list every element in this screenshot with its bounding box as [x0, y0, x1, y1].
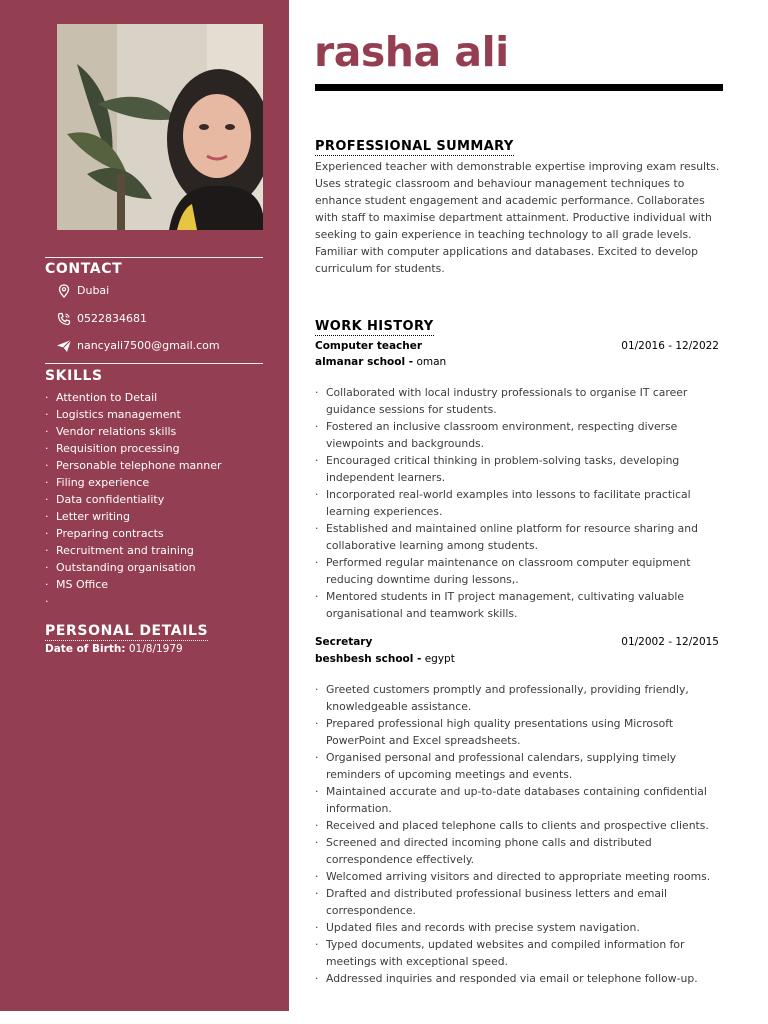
job-bullet: · Established and maintained online platform for resource sharing and collaborative learning among students.: [315, 520, 725, 554]
dob-label: Date of Birth:: [45, 643, 126, 655]
personal-details-heading: PERSONAL DETAILS: [45, 623, 209, 639]
profile-photo: [57, 24, 263, 230]
skill-item: · Requisition processing: [45, 440, 222, 457]
location-pin-icon: [56, 283, 72, 299]
skill-item: · Data confidentiality: [45, 491, 222, 508]
skill-item: · Attention to Detail: [45, 389, 222, 406]
skill-item: [45, 593, 222, 610]
sidebar: [0, 0, 289, 1011]
job-bullet: · Welcomed arriving visitors and directed to appropriate meeting rooms.: [315, 868, 725, 885]
job-bullet: · Prepared professional high quality presentations using Microsoft PowerPoint and Excel spreadsheets.: [315, 715, 725, 749]
skill-item: · MS Office: [45, 576, 222, 593]
contact-heading: CONTACT: [45, 261, 123, 277]
candidate-name: rasha ali: [314, 28, 509, 76]
job-bullet: · Organised personal and professional calendars, supplying timely reminders of upcoming meetings and events.: [315, 749, 725, 783]
job-title: Computer teacher: [315, 340, 423, 352]
skill-item: · Vendor relations skills: [45, 423, 222, 440]
contact-location-text: Dubai: [77, 284, 110, 297]
skill-item: · Outstanding organisation: [45, 559, 222, 576]
job-bullet: · Received and placed telephone calls to clients and prospective clients.: [315, 817, 725, 834]
profile-photo-image: [57, 24, 263, 230]
job-bullet: · Screened and directed incoming phone calls and distributed correspondence effectively.: [315, 834, 725, 868]
job-company: [315, 356, 446, 368]
job-bullet: · Addressed inquiries and responded via email or telephone follow-up.: [315, 970, 725, 987]
job-bullet: · Drafted and distributed professional business letters and email correspondence.: [315, 885, 725, 919]
skill-item: · Logistics management: [45, 406, 222, 423]
job-bullet: · Mentored students in IT project management, cultivating valuable organisational and teamwork skills.: [315, 588, 725, 622]
contact-location: [56, 283, 109, 299]
skill-item: · Personable telephone manner: [45, 457, 222, 474]
summary-heading: PROFESSIONAL SUMMARY: [315, 139, 514, 154]
summary-text: Experienced teacher with demonstrable expertise improving exam results. Uses strategic classroom and behaviour management techniques to enhance student engagement and academic performance. Collaborates with staff to maximise department attainment. Productive individual with seeking to gain experience in teaching technology to all grade levels. Familiar with computer applications and databases. Excited to develop curriculum for students.: [315, 160, 720, 275]
skills-top-rule: [45, 363, 263, 364]
date-of-birth: [45, 643, 183, 655]
phone-icon: [56, 311, 72, 327]
job-location: egypt: [424, 653, 455, 665]
job-bullets: [315, 384, 725, 622]
skill-item: · Filing experience: [45, 474, 222, 491]
contact-email: [56, 338, 220, 354]
job-company-name: almanar school -: [315, 356, 414, 368]
job-bullet: · Greeted customers promptly and professionally, providing friendly, knowledgeable assistance.: [315, 681, 725, 715]
skills-list: [45, 389, 222, 610]
contact-phone: [56, 311, 147, 327]
contact-top-rule: [45, 257, 263, 258]
job-bullet: · Collaborated with local industry professionals to organise IT career guidance sessions for students.: [315, 384, 725, 418]
contact-email-text[interactable]: nancyali7500@gmail.com: [77, 339, 220, 352]
job-bullet: · Maintained accurate and up-to-date databases containing confidential information.: [315, 783, 725, 817]
skill-item: · Recruitment and training: [45, 542, 222, 559]
job-bullet: · Updated files and records with precise system navigation.: [315, 919, 725, 936]
work-history-heading: WORK HISTORY: [315, 319, 434, 334]
job-company: [315, 653, 455, 665]
job-dates: 01/2002 - 12/2015: [621, 636, 719, 648]
job-dates: 01/2016 - 12/2022: [621, 340, 719, 352]
skills-heading: SKILLS: [45, 368, 103, 384]
job-location: oman: [416, 356, 447, 368]
name-underline-bar: [315, 84, 723, 91]
skill-item: · Letter writing: [45, 508, 222, 525]
job-bullet: · Incorporated real-world examples into lessons to facilitate practical learning experiences.: [315, 486, 725, 520]
job-bullet: · Fostered an inclusive classroom environment, respecting diverse viewpoints and backgrounds.: [315, 418, 725, 452]
job-bullet: · Performed regular maintenance on classroom computer equipment reducing downtime during lessons,.: [315, 554, 725, 588]
contact-phone-text[interactable]: 0522834681: [77, 312, 147, 325]
job-title: Secretary: [315, 636, 373, 648]
send-email-icon: [56, 338, 72, 354]
dob-value: 01/8/1979: [128, 643, 183, 655]
job-company-name: beshbesh school -: [315, 653, 422, 665]
skill-item: · Preparing contracts: [45, 525, 222, 542]
job-bullet: · Typed documents, updated websites and compiled information for meetings with exceptional speed.: [315, 936, 725, 970]
job-bullet: · Encouraged critical thinking in problem-solving tasks, developing independent learners.: [315, 452, 725, 486]
job-bullets: [315, 681, 725, 987]
